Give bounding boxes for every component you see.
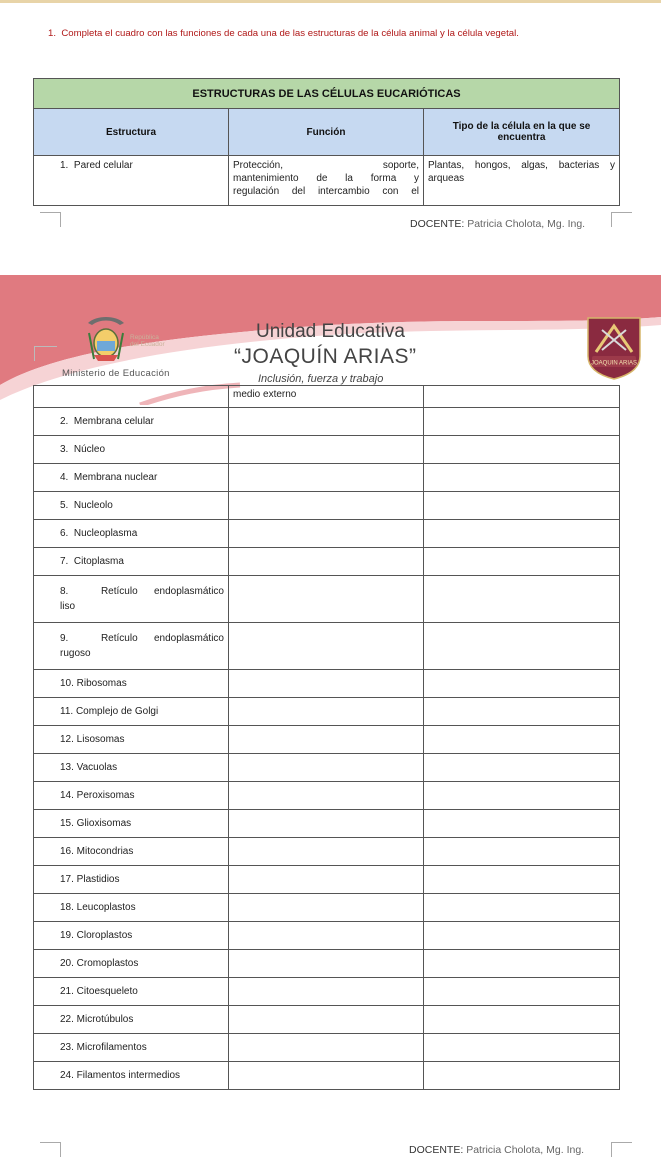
footer-teacher (410, 218, 585, 230)
table-row (34, 436, 620, 464)
type-cell[interactable] (424, 782, 620, 810)
table-row (34, 1034, 620, 1062)
type-cell[interactable] (424, 978, 620, 1006)
structures-table (33, 78, 620, 206)
structure-cell: 19. Cloroplastos (34, 922, 229, 950)
school-name-line2: “JOAQUÍN ARIAS” (234, 345, 417, 368)
table-row (34, 698, 620, 726)
table-row (34, 548, 620, 576)
republic-line: del Ecuador (130, 341, 165, 349)
function-cell[interactable] (229, 1062, 424, 1090)
type-cell[interactable] (424, 623, 620, 670)
structure-cell: 17. Plastidios (34, 866, 229, 894)
table-row (34, 894, 620, 922)
function-cell[interactable] (229, 866, 424, 894)
table-row (34, 726, 620, 754)
table-row (34, 866, 620, 894)
structure-cell (34, 623, 229, 670)
type-cell (424, 386, 620, 408)
table-row (34, 922, 620, 950)
structure-cell: 23. Microfilamentos (34, 1034, 229, 1062)
table-row (34, 978, 620, 1006)
type-cell[interactable] (424, 156, 620, 206)
type-cell[interactable] (424, 866, 620, 894)
function-cell[interactable] (229, 623, 424, 670)
function-line: Protección, soporte, (233, 160, 419, 171)
structure-cell (34, 576, 229, 623)
type-cell[interactable] (424, 754, 620, 782)
function-cell[interactable] (229, 670, 424, 698)
function-cell[interactable] (229, 978, 424, 1006)
structure-cell: 16. Mitocondrias (34, 838, 229, 866)
function-cell[interactable] (229, 698, 424, 726)
type-cell[interactable] (424, 810, 620, 838)
type-cell[interactable] (424, 894, 620, 922)
footer-name: Patricia Cholota, Mg. Ing. (466, 1144, 585, 1156)
structure-cell (34, 386, 229, 408)
type-cell[interactable] (424, 1034, 620, 1062)
type-cell[interactable] (424, 698, 620, 726)
structure-line: liso (60, 601, 76, 612)
table-row (34, 810, 620, 838)
top-rule (0, 0, 661, 3)
table-row (34, 576, 620, 623)
table-title: ESTRUCTURAS DE LAS CÉLULAS EUCARIÓTICAS (34, 79, 620, 109)
type-cell[interactable] (424, 838, 620, 866)
type-cell[interactable] (424, 436, 620, 464)
type-cell[interactable] (424, 520, 620, 548)
table-row (34, 623, 620, 670)
republic-line: República (130, 334, 159, 341)
type-cell[interactable] (424, 1006, 620, 1034)
type-cell[interactable] (424, 1062, 620, 1090)
function-cell[interactable] (229, 1034, 424, 1062)
function-cell[interactable] (229, 464, 424, 492)
function-cell[interactable] (229, 950, 424, 978)
function-cell[interactable] (229, 810, 424, 838)
table-row (34, 782, 620, 810)
type-cell[interactable] (424, 464, 620, 492)
structure-cell: 13. Vacuolas (34, 754, 229, 782)
republic-label (130, 334, 165, 348)
school-badge-icon (586, 316, 642, 380)
function-cell[interactable] (229, 1006, 424, 1034)
structure-cell: 20. Cromoplastos (34, 950, 229, 978)
table-row (34, 1006, 620, 1034)
footer-teacher (409, 1144, 584, 1156)
structure-cell: 12. Lisosomas (34, 726, 229, 754)
function-line: regulación del intercambio con el (233, 186, 419, 197)
structure-cell: 22. Microtúbulos (34, 1006, 229, 1034)
header-structure: Estructura (34, 109, 229, 156)
table-row (34, 754, 620, 782)
corner-mark (34, 346, 57, 361)
function-cell[interactable] (229, 436, 424, 464)
type-cell[interactable] (424, 576, 620, 623)
ministry-label: Ministerio de Educación (62, 368, 170, 379)
header-cell-type: Tipo de la célula en la que se encuentra (424, 109, 620, 156)
structure-cell: 7. Citoplasma (34, 548, 229, 576)
ecuador-coat-of-arms-icon (84, 311, 128, 365)
function-line: mantenimiento de la forma y (233, 173, 419, 184)
function-cell[interactable] (229, 408, 424, 436)
table-row (34, 838, 620, 866)
structure-cell: 1. Pared celular (34, 156, 229, 206)
type-line: arqueas (428, 173, 465, 184)
type-cell[interactable] (424, 726, 620, 754)
function-cell[interactable] (229, 894, 424, 922)
structure-cell: 2. Membrana celular (34, 408, 229, 436)
function-cell[interactable] (229, 838, 424, 866)
corner-mark (611, 1142, 632, 1157)
table-row (34, 464, 620, 492)
function-cell[interactable] (229, 548, 424, 576)
structure-cell: 24. Filamentos intermedios (34, 1062, 229, 1090)
table-row (34, 520, 620, 548)
table-row (34, 1062, 620, 1090)
type-cell[interactable] (424, 922, 620, 950)
type-cell[interactable] (424, 670, 620, 698)
function-cell[interactable] (229, 576, 424, 623)
school-name-line1: Unidad Educativa (256, 321, 405, 342)
structure-cell: 11. Complejo de Golgi (34, 698, 229, 726)
structure-line: 9. Retículo endoplasmático (60, 632, 224, 644)
table-row (34, 492, 620, 520)
type-cell[interactable] (424, 950, 620, 978)
structure-cell: 14. Peroxisomas (34, 782, 229, 810)
school-motto: Inclusión, fuerza y trabajo (258, 373, 384, 385)
footer-label: DOCENTE: (410, 218, 465, 230)
header-function: Función (229, 109, 424, 156)
corner-mark (611, 212, 632, 227)
function-cell[interactable] (229, 922, 424, 950)
structure-cell: 4. Membrana nuclear (34, 464, 229, 492)
type-line: Plantas, hongos, algas, bacterias y (428, 160, 616, 171)
instruction-text: 1. Completa el cuadro con las funciones de cada una de las estructuras de la célula animal y la célula vegetal. (48, 28, 519, 39)
footer-name: Patricia Cholota, Mg. Ing. (467, 218, 586, 230)
structure-cell: 10. Ribosomas (34, 670, 229, 698)
structure-cell: 15. Glioxisomas (34, 810, 229, 838)
badge-text: JOAQUIN ARIAS (590, 360, 638, 367)
function-cell: medio externo (229, 386, 424, 408)
type-cell[interactable] (424, 548, 620, 576)
type-cell[interactable] (424, 408, 620, 436)
structure-line: rugoso (60, 648, 91, 659)
structure-cell: 18. Leucoplastos (34, 894, 229, 922)
table-row (34, 670, 620, 698)
corner-mark (40, 1142, 61, 1157)
structure-cell: 21. Citoesqueleto (34, 978, 229, 1006)
table-row (34, 950, 620, 978)
structure-line: 8. Retículo endoplasmático (60, 585, 224, 597)
function-cell[interactable] (229, 726, 424, 754)
structures-table-continued (33, 385, 620, 1090)
structure-cell: 5. Nucleolo (34, 492, 229, 520)
corner-mark (40, 212, 61, 227)
function-cell[interactable] (229, 156, 424, 206)
function-cell[interactable] (229, 754, 424, 782)
function-cell[interactable] (229, 492, 424, 520)
table-row (34, 408, 620, 436)
table-row (34, 156, 620, 206)
footer-label: DOCENTE: (409, 1144, 464, 1156)
function-cell[interactable] (229, 520, 424, 548)
type-cell[interactable] (424, 492, 620, 520)
function-cell[interactable] (229, 782, 424, 810)
structure-cell: 3. Núcleo (34, 436, 229, 464)
structure-cell: 6. Nucleoplasma (34, 520, 229, 548)
table-row (34, 386, 620, 408)
